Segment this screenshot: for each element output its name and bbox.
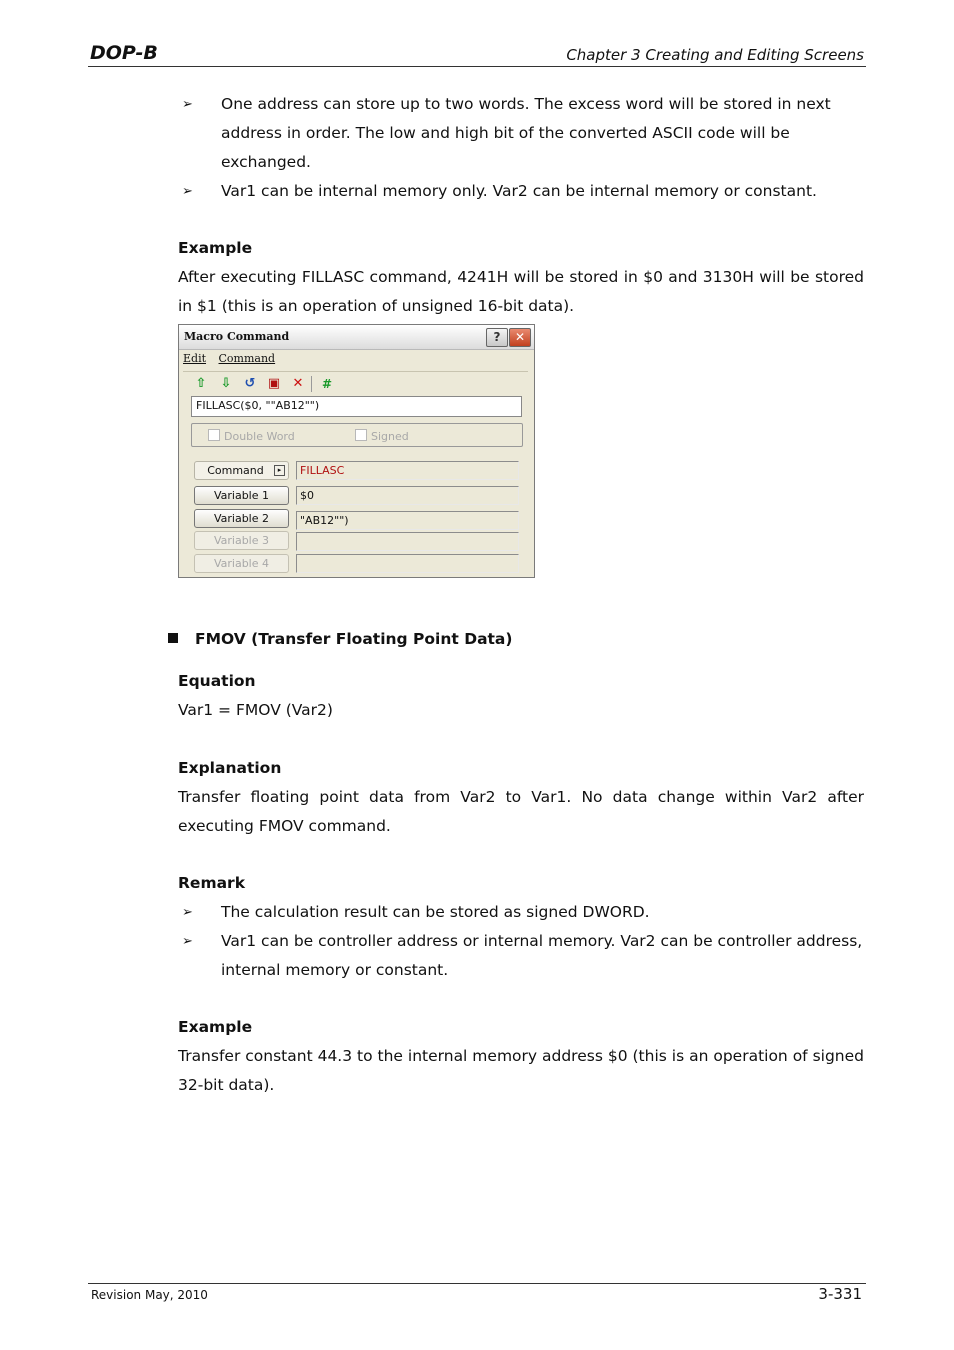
fillasc-remark-1: ➢ One address can store up to two words. The excess word will be stored in next address in order. The low and high bit of the converted ASCII code will be exchanged.	[182, 90, 864, 177]
dialog-toolbar	[183, 371, 528, 394]
double-word-checkbox[interactable]: Double Word	[208, 429, 295, 443]
toolbar-separator	[311, 376, 312, 392]
options-group	[191, 423, 523, 447]
menu-edit[interactable]: Edit	[183, 352, 207, 365]
bullet-arrow-icon: ➢	[182, 934, 193, 949]
bullet-arrow-icon: ➢	[182, 905, 193, 920]
variable-3-button[interactable]: Variable 3	[194, 531, 289, 550]
explanation-heading: Explanation	[178, 759, 282, 777]
variable-1-field[interactable]: $0	[296, 486, 519, 505]
fmov-remark-2: ➢ Var1 can be controller address or internal memory. Var2 can be controller address, internal memory or constant.	[182, 927, 864, 985]
menu-command[interactable]: Command	[218, 352, 276, 365]
variable-4-field[interactable]	[296, 554, 519, 573]
equation-text: Var1 = FMOV (Var2)	[178, 701, 333, 719]
command-value-field[interactable]: FILLASC	[296, 461, 519, 480]
close-button[interactable]: ✕	[509, 328, 531, 347]
variable-3-field[interactable]	[296, 532, 519, 551]
variable-2-field[interactable]: "AB12"")	[296, 511, 519, 530]
arrow-up-icon[interactable]: ⇧	[195, 376, 207, 391]
hash-icon[interactable]: #	[321, 377, 333, 391]
save-icon[interactable]: ▣	[267, 376, 281, 391]
square-bullet-icon	[168, 633, 178, 643]
fillasc-remark-2: ➢ Var1 can be internal memory only. Var2 can be internal memory or constant.	[182, 177, 864, 206]
chapter-title: Chapter 3 Creating and Editing Screens	[566, 46, 864, 64]
revision-date: Revision May, 2010	[91, 1288, 208, 1302]
product-logo: DOP-B	[90, 42, 158, 64]
fmov-example-text: Transfer constant 44.3 to the internal memory address $0 (this is an operation of signed 32-bit data).	[178, 1047, 864, 1094]
help-button[interactable]: ?	[486, 328, 508, 347]
variable-2-button[interactable]: Variable 2	[194, 509, 289, 528]
fmov-example-heading: Example	[178, 1018, 253, 1036]
delete-icon[interactable]: ✕	[292, 376, 304, 391]
variable-4-button[interactable]: Variable 4	[194, 554, 289, 573]
bullet-arrow-icon: ➢	[182, 184, 193, 199]
fmov-section-title: FMOV (Transfer Floating Point Data)	[168, 626, 512, 652]
equation-heading: Equation	[178, 672, 256, 690]
undo-icon[interactable]: ↺	[244, 376, 256, 391]
command-selector-button[interactable]: Command ▸	[194, 461, 289, 480]
checkbox-box-icon	[208, 429, 220, 441]
explanation-text: Transfer floating point data from Var2 to Var1. No data change within Var2 after executing FMOV command.	[178, 788, 864, 835]
footer-divider	[88, 1283, 866, 1284]
bullet-arrow-icon: ➢	[182, 97, 193, 112]
macro-command-dialog	[178, 324, 535, 578]
checkbox-box-icon	[355, 429, 367, 441]
signed-checkbox[interactable]: Signed	[355, 429, 409, 443]
fillasc-example-heading: Example	[178, 239, 253, 257]
command-line-input[interactable]: FILLASC($0, ""AB12"")	[191, 396, 522, 417]
dialog-title: Macro Command	[184, 330, 290, 343]
header-divider	[88, 66, 866, 67]
fmov-remark-1: ➢ The calculation result can be stored as signed DWORD.	[182, 898, 864, 927]
page-number: 3-331	[818, 1285, 862, 1303]
remark-heading: Remark	[178, 874, 246, 892]
variable-1-button[interactable]: Variable 1	[194, 486, 289, 505]
arrow-down-icon[interactable]: ⇩	[220, 376, 232, 391]
fillasc-example-text: After executing FILLASC command, 4241H will be stored in $0 and 3130H will be stored in $1 (this is an operation of unsigned 16-bit data).	[178, 268, 864, 315]
dialog-titlebar	[179, 325, 534, 350]
dialog-menubar	[183, 352, 284, 365]
play-arrow-icon: ▸	[274, 465, 285, 476]
